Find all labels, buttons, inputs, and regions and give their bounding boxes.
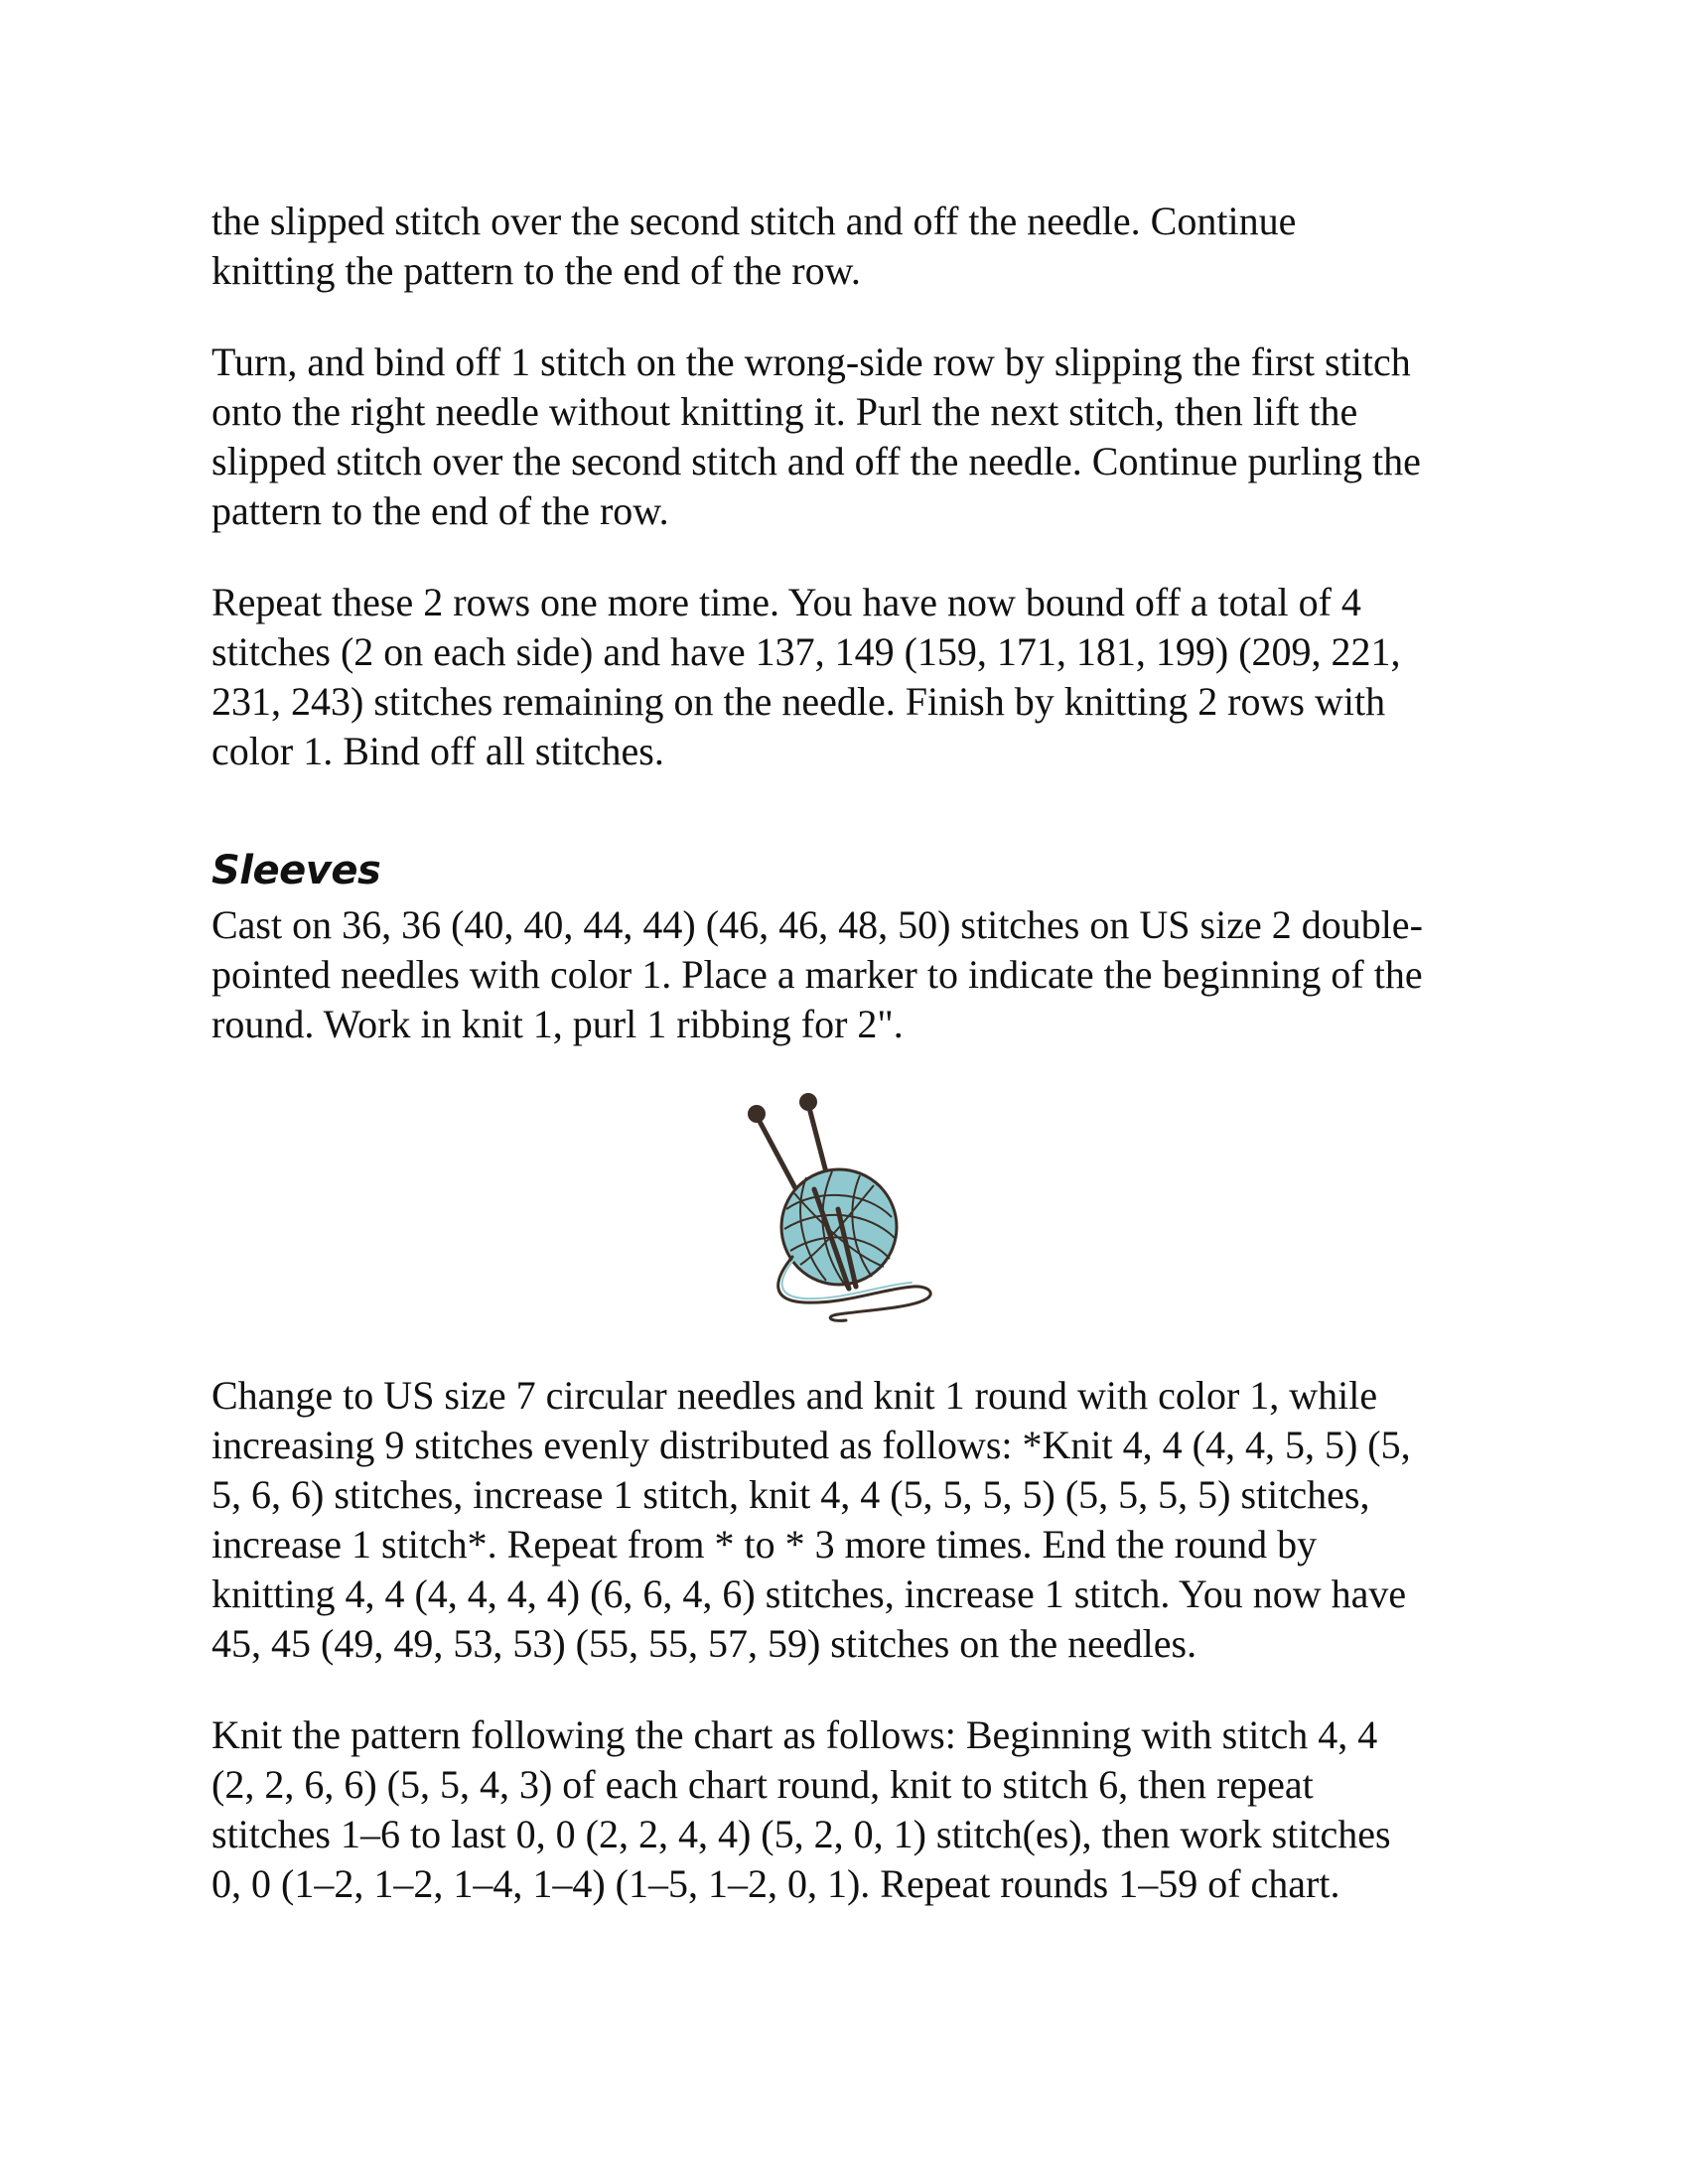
text-line: 5, 6, 6) stitches, increase 1 stitch, knit 4, 4 (5, 5, 5, 5) (5, 5, 5, 5) stitches, <box>211 1472 1370 1517</box>
text-line: increasing 9 stitches evenly distributed as follows: *Knit 4, 4 (4, 4, 5, 5) (5, <box>211 1423 1411 1467</box>
text-line: round. Work in knit 1, purl 1 ribbing for 2". <box>211 1002 904 1046</box>
section-heading: Sleeves <box>211 848 381 893</box>
text-line: Turn, and bind off 1 stitch on the wrong-side row by slipping the first stitch <box>211 340 1411 384</box>
yarn-ball-with-knitting-needles-icon <box>735 1090 953 1328</box>
paragraph-2 <box>211 338 1482 536</box>
text-line: (2, 2, 6, 6) (5, 5, 4, 3) of each chart round, knit to stitch 6, then repeat <box>211 1762 1314 1807</box>
paragraph-1 <box>211 197 1482 296</box>
text-line: color 1. Bind off all stitches. <box>211 729 664 773</box>
text-line: Knit the pattern following the chart as follows: Beginning with stitch 4, 4 <box>211 1712 1378 1757</box>
sleeves-paragraph-3 <box>211 1710 1482 1909</box>
text-line: 231, 243) stitches remaining on the needle. Finish by knitting 2 rows with <box>211 679 1386 724</box>
sleeves-paragraph-1 <box>211 900 1482 1049</box>
text-line: stitches 1–6 to last 0, 0 (2, 2, 4, 4) (5, 2, 0, 1) stitch(es), then work stitches <box>211 1812 1391 1856</box>
sleeves-paragraph-2 <box>211 1371 1482 1669</box>
paragraph-3 <box>211 578 1482 776</box>
text-line: pattern to the end of the row. <box>211 488 669 533</box>
text-line: onto the right needle without knitting it. Purl the next stitch, then lift the <box>211 389 1358 434</box>
text-line: 45, 45 (49, 49, 53, 53) (55, 55, 57, 59) stitches on the needles. <box>211 1621 1197 1666</box>
text-line: stitches (2 on each side) and have 137, 149 (159, 171, 181, 199) (209, 221, <box>211 629 1401 674</box>
text-line: knitting the pattern to the end of the row. <box>211 248 861 293</box>
text-line: increase 1 stitch*. Repeat from * to * 3 more times. End the round by <box>211 1522 1318 1567</box>
text-line: 0, 0 (1–2, 1–2, 1–4, 1–4) (1–5, 1–2, 0, 1). Repeat rounds 1–59 of chart. <box>211 1861 1340 1906</box>
text-line: Cast on 36, 36 (40, 40, 44, 44) (46, 46, 48, 50) stitches on US size 2 double- <box>211 902 1423 947</box>
text-line: the slipped stitch over the second stitch and off the needle. Continue <box>211 199 1297 243</box>
text-line: slipped stitch over the second stitch and off the needle. Continue purling the <box>211 439 1421 483</box>
text-line: Change to US size 7 circular needles and knit 1 round with color 1, while <box>211 1373 1378 1418</box>
text-line: pointed needles with color 1. Place a marker to indicate the beginning of the <box>211 952 1423 997</box>
text-line: Repeat these 2 rows one more time. You have now bound off a total of 4 <box>211 580 1361 624</box>
text-line: knitting 4, 4 (4, 4, 4, 4) (6, 6, 4, 6) stitches, increase 1 stitch. You now have <box>211 1571 1407 1616</box>
